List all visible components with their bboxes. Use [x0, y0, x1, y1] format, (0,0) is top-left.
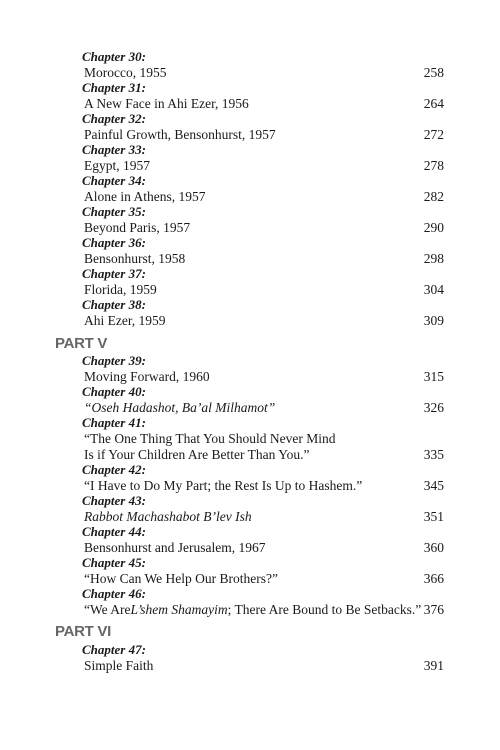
toc-entry	[82, 297, 444, 329]
page-number: 345	[423, 478, 444, 493]
chapter-title-text: Simple Faith	[84, 658, 154, 673]
chapter-title-line	[82, 220, 444, 236]
chapter-label: Chapter 32:	[82, 111, 146, 126]
page-number: 282	[423, 189, 444, 204]
chapter-title-line	[82, 658, 444, 674]
page-number: 391	[423, 658, 444, 673]
chapter-label: Chapter 45:	[82, 555, 146, 570]
chapter-title-text: “Oseh Hadashot, Ba’al Milhamot”	[84, 400, 276, 415]
chapter-title-line	[82, 540, 444, 556]
page-number: 264	[423, 96, 444, 111]
chapter-label: Chapter 33:	[82, 142, 146, 157]
chapter-title-line	[82, 251, 444, 267]
chapter-title-line	[82, 431, 444, 447]
chapter-label: Chapter 38:	[82, 297, 146, 312]
chapter-label: Chapter 34:	[82, 173, 146, 188]
toc-entry	[82, 142, 444, 174]
chapter-title-line	[82, 65, 444, 81]
page-number: 272	[423, 127, 444, 142]
chapter-label: Chapter 35:	[82, 204, 146, 219]
chapter-title-line	[82, 602, 444, 618]
chapter-label: Chapter 44:	[82, 524, 146, 539]
page-number: 290	[423, 220, 444, 235]
chapter-title-line	[82, 189, 444, 205]
chapter-title-text: Beyond Paris, 1957	[84, 220, 191, 235]
chapter-title-line	[82, 313, 444, 329]
part-heading: PART V	[55, 335, 108, 352]
chapter-title-text: Moving Forward, 1960	[84, 369, 210, 384]
chapter-label: Chapter 42:	[82, 462, 146, 477]
chapter-title-line	[82, 478, 444, 494]
chapter-title-line	[82, 447, 444, 463]
toc-entry	[82, 173, 444, 205]
chapter-title-line	[82, 158, 444, 174]
chapter-title-text: A New Face in Ahi Ezer, 1956	[84, 96, 249, 111]
chapter-title-line	[82, 571, 444, 587]
page-number: 360	[423, 540, 444, 555]
chapter-title-text: Bensonhurst, 1958	[84, 251, 186, 266]
chapter-title-text: “The One Thing That You Should Never Mind	[84, 431, 336, 446]
toc-entry	[82, 111, 444, 143]
page-number: 366	[423, 571, 444, 586]
chapter-label: Chapter 46:	[82, 586, 146, 601]
chapter-title-text: Morocco, 1955	[84, 65, 167, 80]
page-number: 335	[423, 446, 444, 462]
chapter-title-text: Florida, 1959	[84, 282, 157, 297]
chapter-title-line	[82, 369, 444, 385]
chapter-label: Chapter 30:	[82, 49, 146, 64]
toc-entry	[82, 524, 444, 556]
toc-entry	[82, 642, 444, 674]
toc-entry	[82, 266, 444, 298]
chapter-title-text: Ahi Ezer, 1959	[84, 313, 166, 328]
part-heading: PART VI	[55, 623, 111, 640]
chapter-title-text: Alone in Athens, 1957	[84, 189, 206, 204]
toc-entry	[82, 555, 444, 587]
page-number: 309	[423, 313, 444, 328]
page-number: 315	[423, 369, 444, 384]
chapter-title-text: “We Are	[84, 602, 131, 617]
chapter-title-text: ; There Are Bound to Be Setbacks.”	[227, 602, 422, 617]
chapter-title-line	[82, 400, 444, 416]
page-number: 351	[423, 509, 444, 524]
chapter-title-text: L’shem Shamayim	[130, 602, 228, 617]
page-number: 376	[423, 602, 444, 617]
chapter-label: Chapter 47:	[82, 642, 146, 657]
chapter-label: Chapter 36:	[82, 235, 146, 250]
chapter-title-text: Egypt, 1957	[84, 158, 150, 173]
chapter-label: Chapter 31:	[82, 80, 146, 95]
chapter-title-text: “How Can We Help Our Brothers?”	[84, 571, 278, 586]
toc-entry	[82, 462, 444, 494]
toc-entry	[82, 49, 444, 81]
toc-entry	[82, 384, 444, 416]
chapter-label: Chapter 43:	[82, 493, 146, 508]
chapter-label: Chapter 40:	[82, 384, 146, 399]
chapter-label: Chapter 39:	[82, 353, 146, 368]
page-number: 304	[423, 282, 444, 297]
page-number: 258	[423, 65, 444, 80]
chapter-title-text: “I Have to Do My Part; the Rest Is Up to Hashem.”	[84, 478, 363, 493]
chapter-title-line	[82, 282, 444, 298]
chapter-title-text: Rabbot Machashabot B’lev Ish	[84, 509, 252, 524]
chapter-title-line	[82, 127, 444, 143]
chapter-title-line	[82, 509, 444, 525]
chapter-title-text: Bensonhurst and Jerusalem, 1967	[84, 540, 266, 555]
toc-entry	[82, 204, 444, 236]
toc-entry	[82, 80, 444, 112]
toc-entry	[82, 586, 444, 618]
page-number: 326	[423, 400, 444, 415]
toc-entry	[82, 493, 444, 525]
chapter-title-text: Painful Growth, Bensonhurst, 1957	[84, 127, 276, 142]
toc-entry	[82, 235, 444, 267]
chapter-label: Chapter 41:	[82, 415, 146, 430]
toc-entry	[82, 353, 444, 385]
chapter-title-text: Is if Your Children Are Better Than You.”	[84, 446, 310, 462]
page-number: 298	[423, 251, 444, 266]
chapter-title-line	[82, 96, 444, 112]
chapter-label: Chapter 37:	[82, 266, 146, 281]
page-number: 278	[423, 158, 444, 173]
toc-entry	[82, 415, 444, 462]
